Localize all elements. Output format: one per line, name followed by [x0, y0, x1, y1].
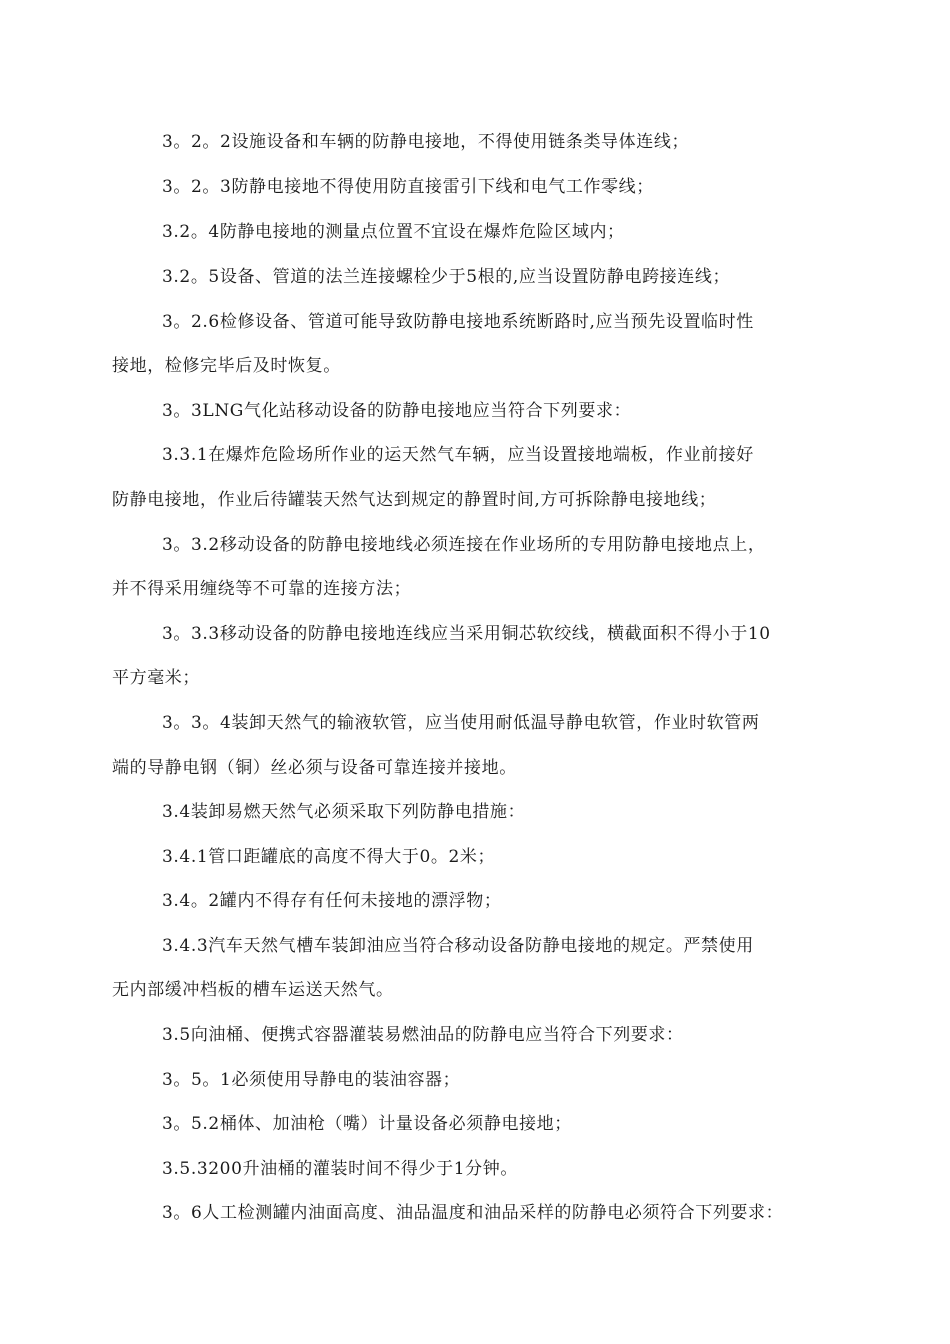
- text-line: 3。3.2移动设备的防静电接地线必须连接在作业场所的专用防静电接地点上，: [162, 535, 766, 555]
- text-line: 3。2.6检修设备、管道可能导致防静电接地系统断路时,应当预先设置临时性: [162, 312, 754, 332]
- text-line: 3.5.3200升油桶的灌装时间不得少于1分钟。: [162, 1159, 518, 1179]
- text-line: 3.2。5设备、管道的法兰连接螺栓少于5根的,应当设置防静电跨接连线；: [162, 267, 731, 287]
- text-line: 接地，检修完毕后及时恢复。: [112, 356, 341, 376]
- text-line: 3.5向油桶、便携式容器灌装易燃油品的防静电应当符合下列要求：: [162, 1025, 684, 1045]
- text-line: 并不得采用缠绕等不可靠的连接方法；: [112, 579, 412, 599]
- text-line: 端的导静电钢（铜）丝必须与设备可靠连接并接地。: [112, 758, 517, 778]
- text-line: 3。5。1必须使用导静电的装油容器；: [162, 1070, 461, 1090]
- text-line: 3.4.3汽车天然气槽车装卸油应当符合移动设备防静电接地的规定。严禁使用: [162, 936, 754, 956]
- text-line: 3.3.1在爆炸危险场所作业的运天然气车辆，应当设置接地端板，作业前接好: [162, 445, 754, 465]
- text-line: 3。5.2桶体、加油枪（嘴）计量设备必须静电接地；: [162, 1114, 572, 1134]
- text-line: 3.4.1管口距罐底的高度不得大于0。2米；: [162, 847, 496, 867]
- text-line: 3。2。2设施设备和车辆的防静电接地，不得使用链条类导体连线；: [162, 132, 690, 152]
- text-line: 3.4。2罐内不得存有任何未接地的漂浮物；: [162, 891, 502, 911]
- text-line: 3.4装卸易燃天然气必须采取下列防静电措施：: [162, 802, 526, 822]
- text-line: 防静电接地，作业后待罐装天然气达到规定的静置时间,方可拆除静电接地线；: [112, 490, 717, 510]
- text-line: 平方毫米；: [112, 668, 200, 688]
- text-line: 3。2。3防静电接地不得使用防直接雷引下线和电气工作零线；: [162, 177, 654, 197]
- text-line: 3。3LNG气化站移动设备的防静电接地应当符合下列要求：: [162, 401, 632, 421]
- text-line: 3。6人工检测罐内油面高度、油品温度和油品采样的防静电必须符合下列要求：: [162, 1203, 784, 1223]
- text-line: 3.2。4防静电接地的测量点位置不宜设在爆炸危险区域内；: [162, 222, 625, 242]
- text-line: 无内部缓冲档板的槽车运送天然气。: [112, 980, 394, 1000]
- text-line: 3。3.3移动设备的防静电接地连线应当采用铜芯软绞线，横截面积不得小于10: [162, 624, 771, 644]
- text-line: 3。3。4装卸天然气的输液软管，应当使用耐低温导静电软管，作业时软管两: [162, 713, 760, 733]
